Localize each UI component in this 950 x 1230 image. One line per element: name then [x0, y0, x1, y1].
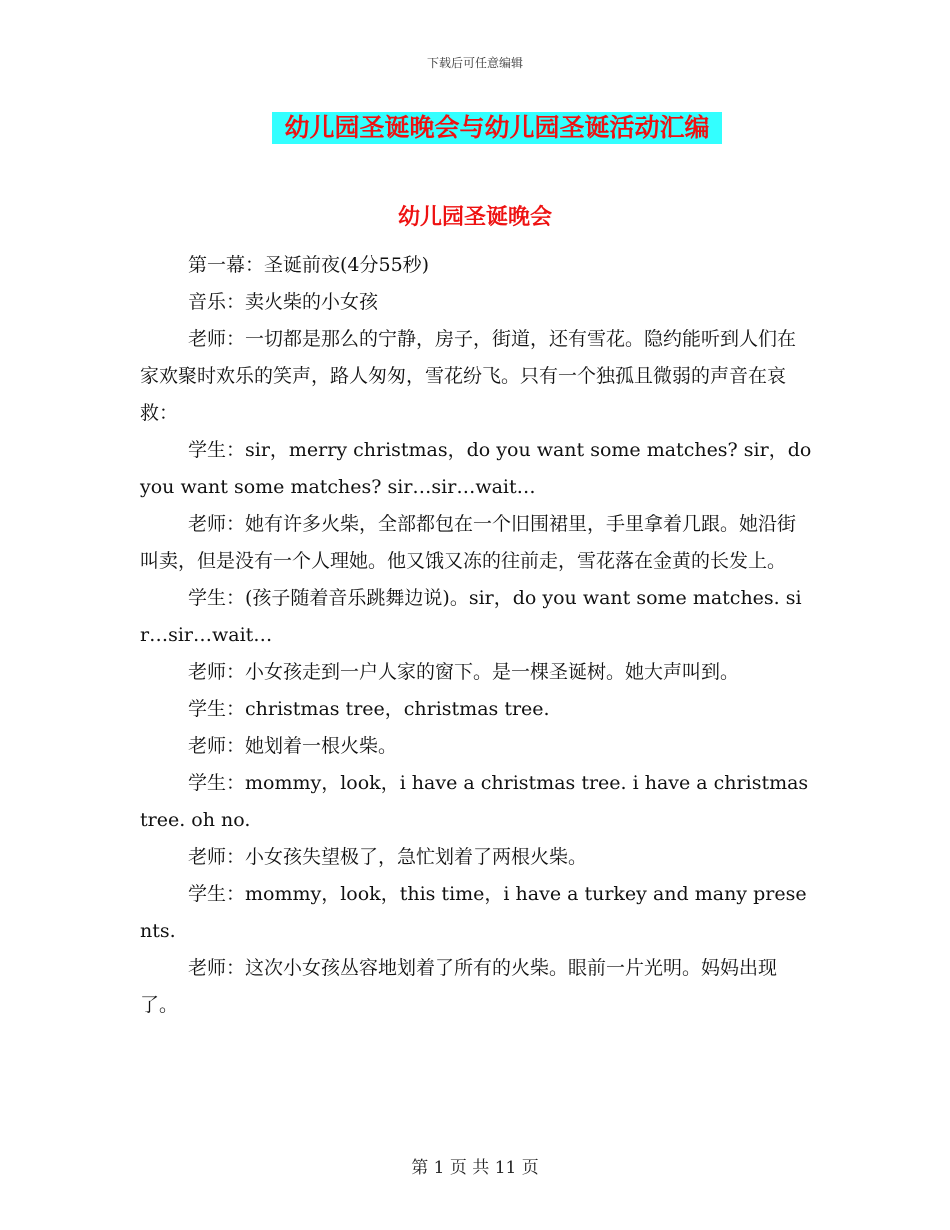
section-title: 幼儿园圣诞晚会 [397, 204, 552, 230]
paragraph: 学生：(孩子随着音乐跳舞边说)。sir，do you want some matches. sir…sir…wait… [140, 587, 802, 646]
paragraph: 老师：她有许多火柴，全部都包在一个旧围裙里，手里拿着几跟。她沿街叫卖，但是没有一个人理她。他又饿又冻的往前走，雪花落在金黄的长发上。 [140, 513, 797, 572]
paragraph: 学生：mommy，look，i have a christmas tree. i have a christmas tree. oh no. [140, 772, 809, 831]
paragraph: 学生：christmas tree，christmas tree. [188, 698, 550, 720]
paragraph: 老师：一切都是那么的宁静，房子，街道，还有雪花。隐约能听到人们在家欢聚时欢乐的笑声，路人匆匆，雪花纷飞。只有一个独孤且微弱的声音在哀救： [140, 328, 797, 424]
paragraph: 老师：小女孩走到一户人家的窗下。是一棵圣诞树。她大声叫到。 [188, 661, 740, 683]
paragraph: 音乐：卖火柴的小女孩 [188, 291, 379, 313]
paragraph: 学生：sir，merry christmas，do you want some matches? sir，do you want some matches? sir…sir…wait… [140, 439, 812, 498]
header-note: 下载后可任意编辑 [426, 56, 523, 70]
paragraph: 老师：她划着一根火柴。 [188, 735, 398, 757]
main-title: 幼儿园圣诞晚会与幼儿园圣诞活动汇编 [272, 112, 722, 144]
paragraph: 老师：这次小女孩丛容地划着了所有的火柴。眼前一片光明。妈妈出现了。 [140, 957, 778, 1016]
body-text [140, 247, 814, 1024]
page-footer: 第 1 页 共 11 页 [411, 1158, 539, 1178]
paragraph: 老师：小女孩失望极了，急忙划着了两根火柴。 [188, 846, 588, 868]
paragraph: 第一幕：圣诞前夜(4分55秒) [188, 254, 430, 276]
paragraph: 学生：mommy，look，this time，i have a turkey and many presents. [140, 883, 807, 942]
